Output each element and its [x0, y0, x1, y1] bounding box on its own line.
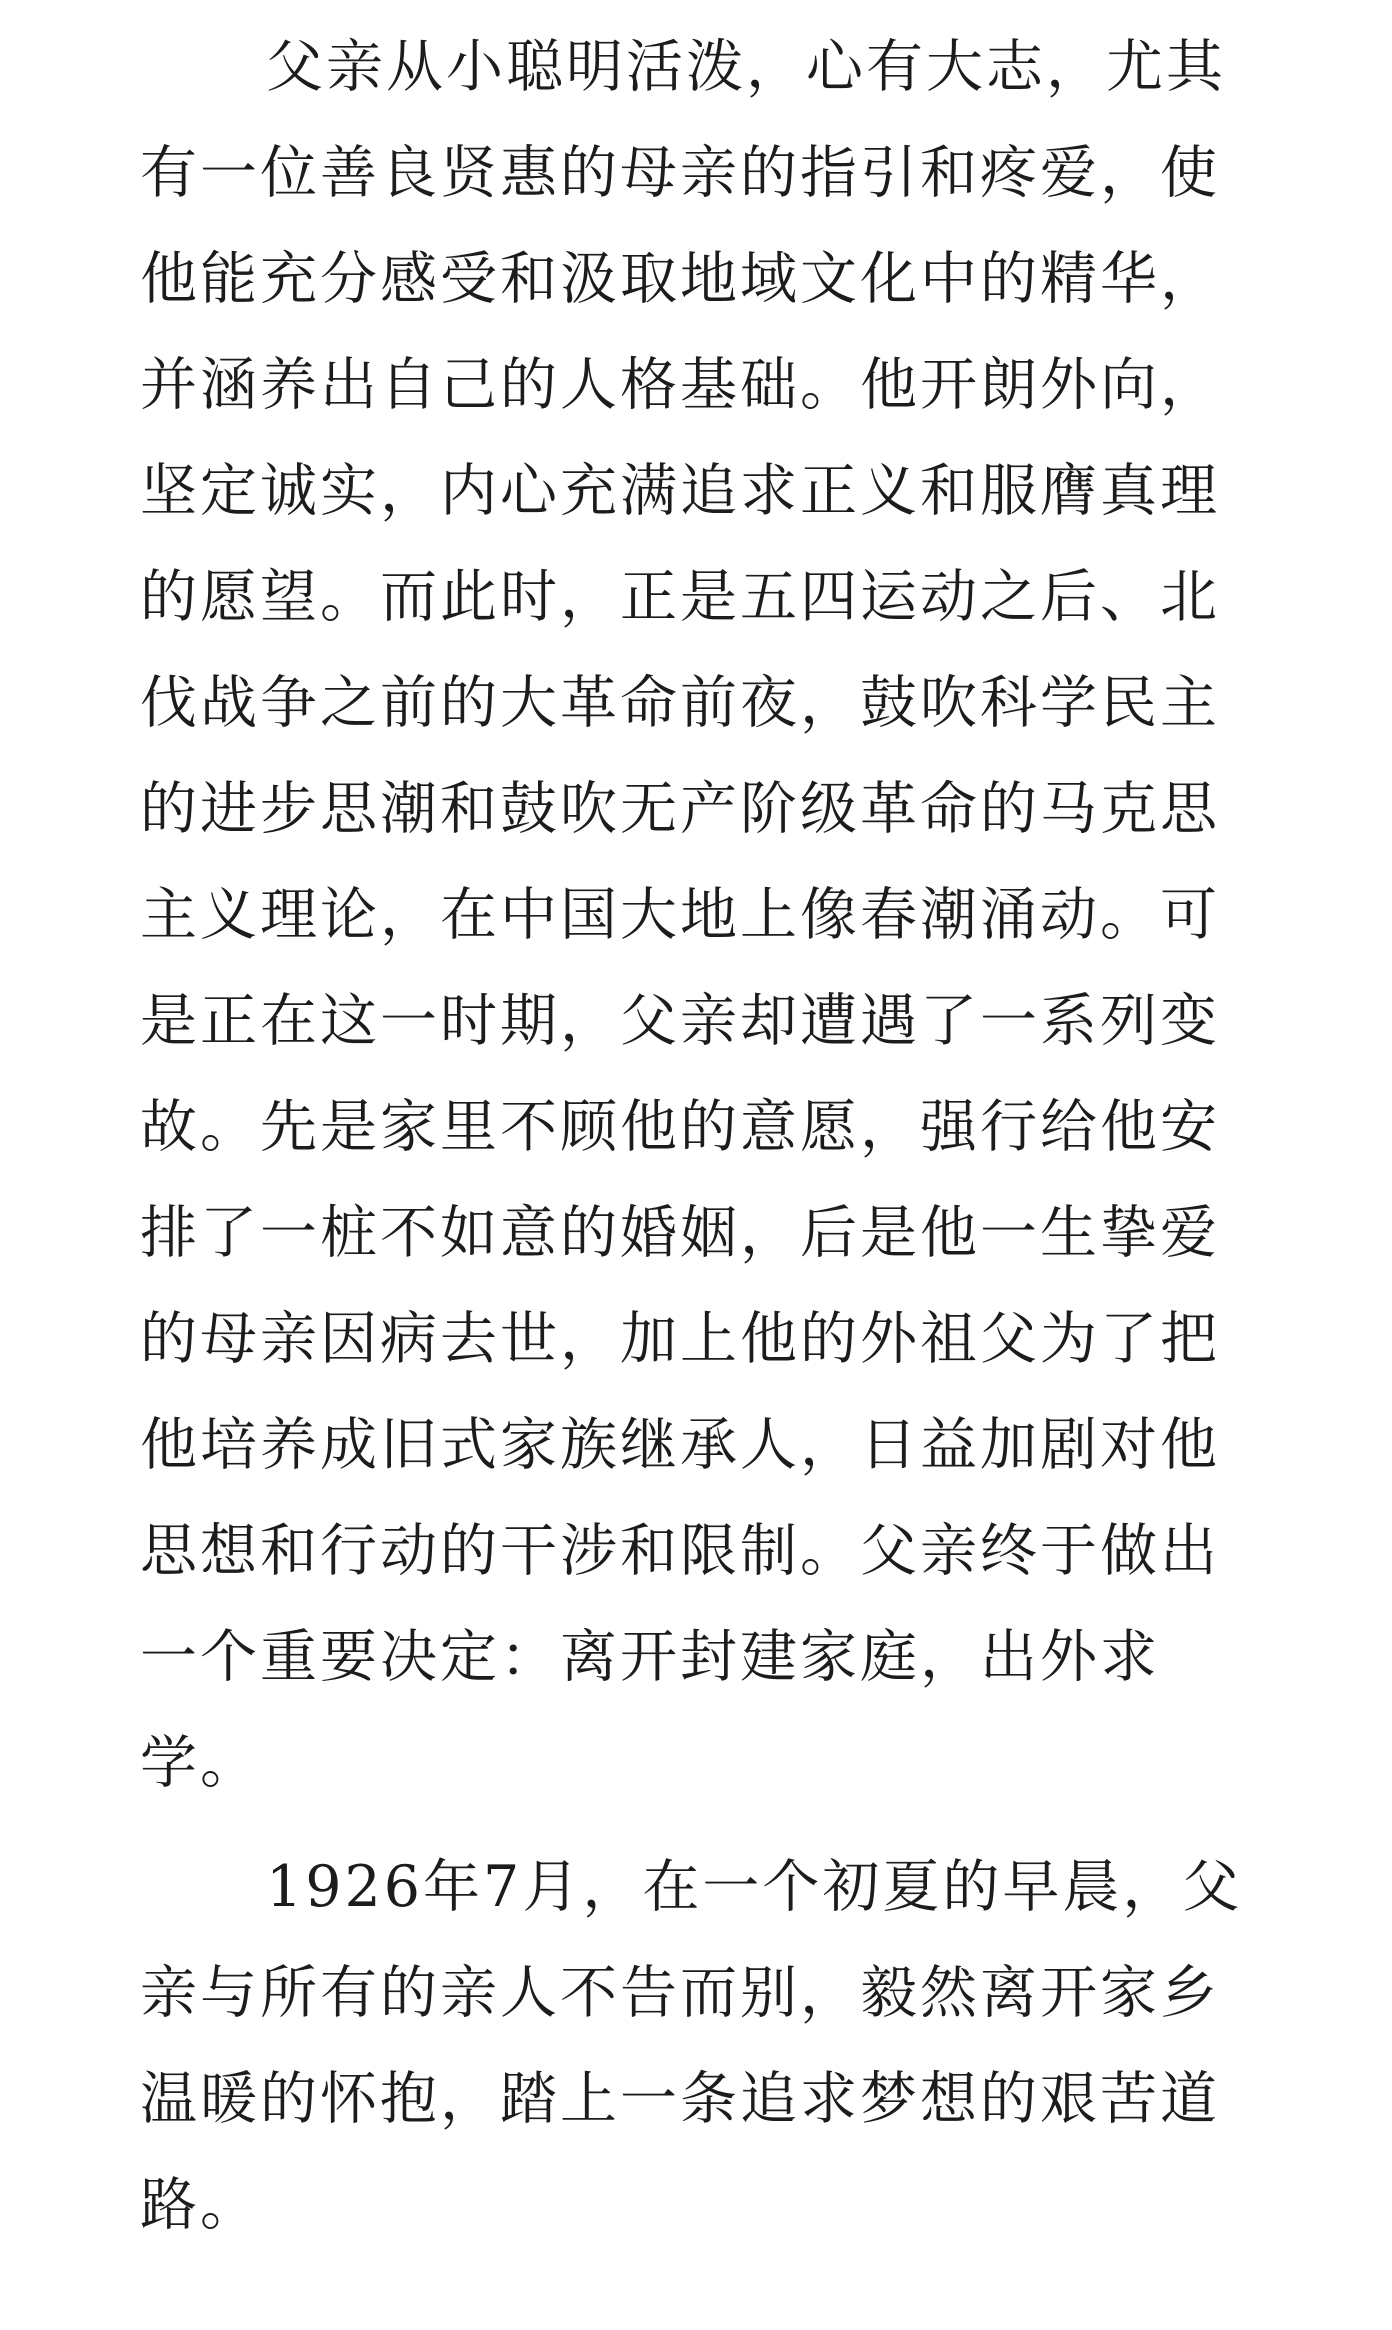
text-line: 故。先是家里不顾他的意愿，强行给他安: [140, 1094, 1220, 1160]
text-line: 路。: [140, 2172, 260, 2238]
text-line: 的愿望。而此时，正是五四运动之后、北: [140, 564, 1220, 630]
body-text: [140, 14, 1270, 2258]
text-line: 1926年7月，在一个初夏的早晨，父: [266, 1854, 1243, 1920]
paragraph-1: [140, 14, 1270, 1816]
text-line: 坚定诚实，内心充满追求正义和服膺真理: [140, 458, 1220, 524]
text-line: 学。: [140, 1730, 260, 1796]
text-line: 的进步思潮和鼓吹无产阶级革命的马克思: [140, 776, 1220, 842]
text-line: 他培养成旧式家族继承人，日益加剧对他: [140, 1412, 1220, 1478]
text-line: 主义理论，在中国大地上像春潮涌动。可: [140, 882, 1220, 948]
text-line: 父亲从小聪明活泼，心有大志，尤其: [266, 34, 1226, 100]
text-line: 亲与所有的亲人不告而别，毅然离开家乡: [140, 1960, 1220, 2026]
text-line: 是正在这一时期，父亲却遭遇了一系列变: [140, 988, 1220, 1054]
text-line: 温暖的怀抱，踏上一条追求梦想的艰苦道: [140, 2066, 1220, 2132]
text-line: 并涵养出自己的人格基础。他开朗外向，: [140, 352, 1220, 418]
text-line: 伐战争之前的大革命前夜，鼓吹科学民主: [140, 670, 1220, 736]
text-line: 的母亲因病去世，加上他的外祖父为了把: [140, 1306, 1220, 1372]
paragraph-spacer: [140, 1816, 1270, 1834]
text-line: 思想和行动的干涉和限制。父亲终于做出: [140, 1518, 1220, 1584]
text-line: 他能充分感受和汲取地域文化中的精华，: [140, 246, 1220, 312]
text-line: 排了一桩不如意的婚姻，后是他一生挚爱: [140, 1200, 1220, 1266]
text-line: 有一位善良贤惠的母亲的指引和疼爱，使: [140, 140, 1220, 206]
paragraph-2: [140, 1834, 1270, 2258]
text-line: 一个重要决定：离开封建家庭，出外求: [140, 1624, 1160, 1690]
